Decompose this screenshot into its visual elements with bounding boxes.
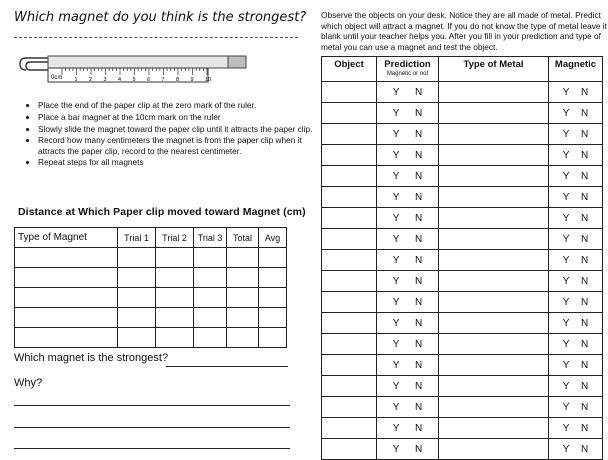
ruler-illustration xyxy=(18,50,250,84)
object-cell[interactable] xyxy=(322,208,377,229)
yes-option[interactable]: Y xyxy=(562,254,570,266)
prediction-cell xyxy=(377,166,439,187)
yes-option[interactable]: Y xyxy=(562,275,570,287)
yes-option[interactable]: Y xyxy=(562,401,570,413)
no-option[interactable]: N xyxy=(580,191,589,203)
yes-option[interactable]: Y xyxy=(392,338,400,350)
metal-type-cell[interactable] xyxy=(439,334,549,355)
header-magnetic: Magnetic xyxy=(549,57,603,82)
magnetic-cell xyxy=(549,208,603,229)
table-cell[interactable] xyxy=(156,268,194,288)
table-cell[interactable] xyxy=(118,328,156,348)
table-cell[interactable] xyxy=(194,308,227,328)
prediction-cell xyxy=(377,187,439,208)
table-cell[interactable] xyxy=(156,288,194,308)
table-row xyxy=(15,328,287,348)
table-row xyxy=(322,271,603,292)
table-row xyxy=(322,187,603,208)
no-option[interactable]: N xyxy=(580,380,589,392)
magnetic-cell xyxy=(549,166,603,187)
prediction-cell xyxy=(377,292,439,313)
no-option[interactable]: N xyxy=(414,275,423,287)
no-option[interactable]: N xyxy=(580,401,589,413)
no-option[interactable]: N xyxy=(414,128,423,140)
yes-option[interactable]: Y xyxy=(562,107,570,119)
observation-instructions: Observe the objects on your desk. Notice they are all made of metal. Predict which object will attract a magnet. If you do not know the type of metal leave it blank until your teacher helps you. After you fill in your prediction and type of metal you can use a magnet and test the object. xyxy=(321,10,607,52)
yes-option[interactable]: Y xyxy=(562,422,570,434)
magnet-trial-table xyxy=(14,227,287,348)
table-row xyxy=(15,308,287,328)
no-option[interactable]: N xyxy=(414,107,423,119)
metal-type-cell[interactable] xyxy=(439,376,549,397)
why-question: Why? xyxy=(14,377,43,389)
prediction-table xyxy=(321,56,603,460)
no-option[interactable]: N xyxy=(580,170,589,182)
table-row xyxy=(322,292,603,313)
header-trial-2: Trial 2 xyxy=(156,228,194,248)
object-cell[interactable] xyxy=(322,376,377,397)
table-cell[interactable] xyxy=(227,268,259,288)
table-cell[interactable] xyxy=(15,308,118,328)
table-cell[interactable] xyxy=(227,248,259,268)
metal-type-cell[interactable] xyxy=(439,418,549,439)
prediction-cell xyxy=(377,145,439,166)
ruler-number: 4 xyxy=(118,77,122,83)
no-option[interactable]: N xyxy=(414,149,423,161)
no-option[interactable]: N xyxy=(580,422,589,434)
prediction-cell xyxy=(377,103,439,124)
metal-type-cell[interactable] xyxy=(439,355,549,376)
header-prediction-sub: Magnetic or not xyxy=(386,71,429,77)
metal-type-cell[interactable] xyxy=(439,271,549,292)
no-option[interactable]: N xyxy=(414,338,423,350)
no-option[interactable]: N xyxy=(414,233,423,245)
no-option[interactable]: N xyxy=(414,443,423,455)
instruction-step: • Place a bar magnet at the 10cm mark on the ruler xyxy=(38,112,320,122)
prediction-cell xyxy=(377,271,439,292)
metal-type-cell[interactable] xyxy=(439,229,549,250)
magnetic-cell xyxy=(549,439,603,460)
ruler-number: 5 xyxy=(132,77,136,83)
header-trial-3: Trial 3 xyxy=(194,228,227,248)
object-cell[interactable] xyxy=(322,355,377,376)
object-cell[interactable] xyxy=(322,124,377,145)
table-header-row xyxy=(15,228,287,248)
magnetic-cell xyxy=(549,313,603,334)
no-option[interactable]: N xyxy=(580,275,589,287)
object-cell[interactable] xyxy=(322,145,377,166)
yes-option[interactable]: Y xyxy=(392,191,400,203)
no-option[interactable]: N xyxy=(580,86,589,98)
table-row xyxy=(322,397,603,418)
ruler-icon xyxy=(48,68,208,82)
why-answer-line[interactable] xyxy=(14,427,290,428)
strongest-question: Which magnet is the strongest? xyxy=(14,352,169,364)
header-type-of-magnet: Type of Magnet xyxy=(15,228,118,248)
no-option[interactable]: N xyxy=(580,212,589,224)
metal-type-cell[interactable] xyxy=(439,250,549,271)
ruler-number: 1 xyxy=(74,77,78,83)
object-cell[interactable] xyxy=(322,250,377,271)
object-cell[interactable] xyxy=(322,271,377,292)
metal-type-cell[interactable] xyxy=(439,82,549,103)
table-header-row xyxy=(322,57,603,82)
prediction-cell xyxy=(377,229,439,250)
table-row xyxy=(322,103,603,124)
yes-option[interactable]: Y xyxy=(392,443,400,455)
bar-magnet-icon xyxy=(48,56,246,68)
ruler-number: 6 xyxy=(147,77,151,83)
no-option[interactable]: N xyxy=(580,254,589,266)
yes-option[interactable]: Y xyxy=(562,317,570,329)
prediction-cell xyxy=(377,250,439,271)
magnetic-cell xyxy=(549,103,603,124)
yes-option[interactable]: Y xyxy=(392,317,400,329)
table-row xyxy=(322,439,603,460)
table-cell[interactable] xyxy=(118,288,156,308)
why-answer-line[interactable] xyxy=(14,405,290,406)
no-option[interactable]: N xyxy=(580,359,589,371)
no-option[interactable]: N xyxy=(414,317,423,329)
yes-option[interactable]: Y xyxy=(392,380,400,392)
magnetic-cell xyxy=(549,145,603,166)
magnetic-cell xyxy=(549,229,603,250)
instruction-step: • Record how many centimeters the magnet is from the paper clip when it attracts the paper clip, record to the nearest centimeter. xyxy=(38,135,320,156)
ruler-zero-label: 0cm xyxy=(51,75,63,81)
prediction-cell xyxy=(377,376,439,397)
header-avg: Avg xyxy=(259,228,287,248)
metal-type-cell[interactable] xyxy=(439,103,549,124)
metal-type-cell[interactable] xyxy=(439,166,549,187)
ruler-number: 9 xyxy=(190,77,194,83)
table-row xyxy=(322,208,603,229)
table-cell[interactable] xyxy=(118,308,156,328)
metal-type-cell[interactable] xyxy=(439,292,549,313)
yes-option[interactable]: Y xyxy=(392,128,400,140)
table-cell[interactable] xyxy=(15,328,118,348)
yes-option[interactable]: Y xyxy=(562,149,570,161)
table-row xyxy=(322,313,603,334)
no-option[interactable]: N xyxy=(414,359,423,371)
table-cell[interactable] xyxy=(15,248,118,268)
no-option[interactable]: N xyxy=(580,107,589,119)
yes-option[interactable]: Y xyxy=(392,233,400,245)
distance-table-title: Distance at Which Paper clip moved toward Magnet (cm) xyxy=(18,206,306,218)
instruction-step: • Repeat steps for all magnets xyxy=(38,157,320,167)
magnetic-cell xyxy=(549,187,603,208)
magnetic-cell xyxy=(549,292,603,313)
yes-option[interactable]: Y xyxy=(392,254,400,266)
object-cell[interactable] xyxy=(322,334,377,355)
magnetic-cell xyxy=(549,271,603,292)
yes-option[interactable]: Y xyxy=(392,422,400,434)
magnetic-cell xyxy=(549,82,603,103)
table-row xyxy=(322,229,603,250)
magnetic-cell xyxy=(549,376,603,397)
prediction-cell xyxy=(377,313,439,334)
magnetic-cell xyxy=(549,418,603,439)
table-cell[interactable] xyxy=(259,268,287,288)
no-option[interactable]: N xyxy=(580,317,589,329)
no-option[interactable]: N xyxy=(580,128,589,140)
table-cell[interactable] xyxy=(227,288,259,308)
table-cell[interactable] xyxy=(194,288,227,308)
no-option[interactable]: N xyxy=(580,338,589,350)
prediction-cell xyxy=(377,208,439,229)
object-cell[interactable] xyxy=(322,187,377,208)
object-cell[interactable] xyxy=(322,439,377,460)
yes-option[interactable]: Y xyxy=(562,191,570,203)
metal-type-cell[interactable] xyxy=(439,187,549,208)
table-row xyxy=(15,268,287,288)
metal-type-cell[interactable] xyxy=(439,208,549,229)
yes-option[interactable]: Y xyxy=(392,86,400,98)
table-cell[interactable] xyxy=(118,268,156,288)
no-option[interactable]: N xyxy=(414,254,423,266)
header-trial-1: Trial 1 xyxy=(118,228,156,248)
table-row xyxy=(322,145,603,166)
table-cell[interactable] xyxy=(156,248,194,268)
table-row xyxy=(322,334,603,355)
no-option[interactable]: N xyxy=(414,212,423,224)
instruction-step: • Slowly slide the magnet toward the paper clip until it attracts the paper clip. xyxy=(38,124,320,134)
table-row xyxy=(322,418,603,439)
header-prediction xyxy=(377,57,439,82)
no-option[interactable]: N xyxy=(414,422,423,434)
yes-option[interactable]: Y xyxy=(562,296,570,308)
yes-option[interactable]: Y xyxy=(562,86,570,98)
table-row xyxy=(322,166,603,187)
strongest-answer-line[interactable] xyxy=(166,366,288,367)
header-type-of-metal: Type of Metal xyxy=(439,57,549,82)
yes-option[interactable]: Y xyxy=(562,380,570,392)
header-total: Total xyxy=(227,228,259,248)
prediction-cell xyxy=(377,397,439,418)
prediction-cell xyxy=(377,355,439,376)
no-option[interactable]: N xyxy=(414,191,423,203)
yes-option[interactable]: Y xyxy=(562,338,570,350)
yes-option[interactable]: Y xyxy=(392,107,400,119)
ruler-number: 8 xyxy=(176,77,180,83)
table-cell[interactable] xyxy=(259,288,287,308)
no-option[interactable]: N xyxy=(414,380,423,392)
no-option[interactable]: N xyxy=(580,296,589,308)
table-row xyxy=(322,124,603,145)
yes-option[interactable]: Y xyxy=(392,296,400,308)
why-answer-line[interactable] xyxy=(14,448,290,449)
table-cell[interactable] xyxy=(227,328,259,348)
metal-type-cell[interactable] xyxy=(439,313,549,334)
table-row xyxy=(322,376,603,397)
right-worksheet xyxy=(318,0,608,454)
table-cell[interactable] xyxy=(259,328,287,348)
metal-type-cell[interactable] xyxy=(439,145,549,166)
table-cell[interactable] xyxy=(118,248,156,268)
metal-type-cell[interactable] xyxy=(439,439,549,460)
ruler-number: 7 xyxy=(161,77,165,83)
ruler-number: 10 xyxy=(205,77,212,83)
object-cell[interactable] xyxy=(322,82,377,103)
yes-option[interactable]: Y xyxy=(562,233,570,245)
header-object: Object xyxy=(322,57,377,82)
object-cell[interactable] xyxy=(322,292,377,313)
yes-option[interactable]: Y xyxy=(392,149,400,161)
title-divider xyxy=(14,37,298,38)
table-cell[interactable] xyxy=(156,328,194,348)
table-cell[interactable] xyxy=(259,308,287,328)
object-cell[interactable] xyxy=(322,229,377,250)
table-cell[interactable] xyxy=(194,268,227,288)
object-cell[interactable] xyxy=(322,397,377,418)
no-option[interactable]: N xyxy=(414,296,423,308)
yes-option[interactable]: Y xyxy=(562,359,570,371)
no-option[interactable]: N xyxy=(580,233,589,245)
table-cell[interactable] xyxy=(227,308,259,328)
prediction-table-body xyxy=(322,82,603,460)
yes-option[interactable]: Y xyxy=(392,401,400,413)
no-option[interactable]: N xyxy=(414,401,423,413)
worksheet-title: Which magnet do you think is the strongest? xyxy=(14,10,307,25)
yes-option[interactable]: Y xyxy=(562,443,570,455)
instruction-step: • Place the end of the paper clip at the zero mark of the ruler. xyxy=(38,100,320,110)
magnetic-cell xyxy=(549,355,603,376)
ruler-number: 3 xyxy=(103,77,107,83)
table-cell[interactable] xyxy=(194,328,227,348)
yes-option[interactable]: Y xyxy=(392,275,400,287)
yes-option[interactable]: Y xyxy=(562,170,570,182)
magnetic-cell xyxy=(549,124,603,145)
magnetic-cell xyxy=(549,250,603,271)
prediction-cell xyxy=(377,82,439,103)
header-prediction-label: Prediction xyxy=(384,59,431,70)
table-cell[interactable] xyxy=(15,288,118,308)
metal-type-cell[interactable] xyxy=(439,124,549,145)
prediction-cell xyxy=(377,124,439,145)
table-cell[interactable] xyxy=(194,248,227,268)
no-option[interactable]: N xyxy=(580,149,589,161)
yes-option[interactable]: Y xyxy=(562,212,570,224)
object-cell[interactable] xyxy=(322,103,377,124)
no-option[interactable]: N xyxy=(580,443,589,455)
no-option[interactable]: N xyxy=(414,170,423,182)
metal-type-cell[interactable] xyxy=(439,397,549,418)
table-row xyxy=(322,250,603,271)
yes-option[interactable]: Y xyxy=(392,359,400,371)
yes-option[interactable]: Y xyxy=(392,212,400,224)
prediction-cell xyxy=(377,418,439,439)
yes-option[interactable]: Y xyxy=(562,128,570,140)
table-cell[interactable] xyxy=(259,248,287,268)
magnetic-cell xyxy=(549,334,603,355)
instruction-list xyxy=(20,100,320,169)
prediction-cell xyxy=(377,439,439,460)
prediction-cell xyxy=(377,334,439,355)
table-row xyxy=(15,288,287,308)
magnetic-cell xyxy=(549,397,603,418)
no-option[interactable]: N xyxy=(414,86,423,98)
yes-option[interactable]: Y xyxy=(392,170,400,182)
table-row xyxy=(322,355,603,376)
object-cell[interactable] xyxy=(322,166,377,187)
table-row xyxy=(15,248,287,268)
table-row xyxy=(322,82,603,103)
object-cell[interactable] xyxy=(322,313,377,334)
object-cell[interactable] xyxy=(322,418,377,439)
table-cell[interactable] xyxy=(156,308,194,328)
table-cell[interactable] xyxy=(15,268,118,288)
ruler-number: 2 xyxy=(89,77,93,83)
